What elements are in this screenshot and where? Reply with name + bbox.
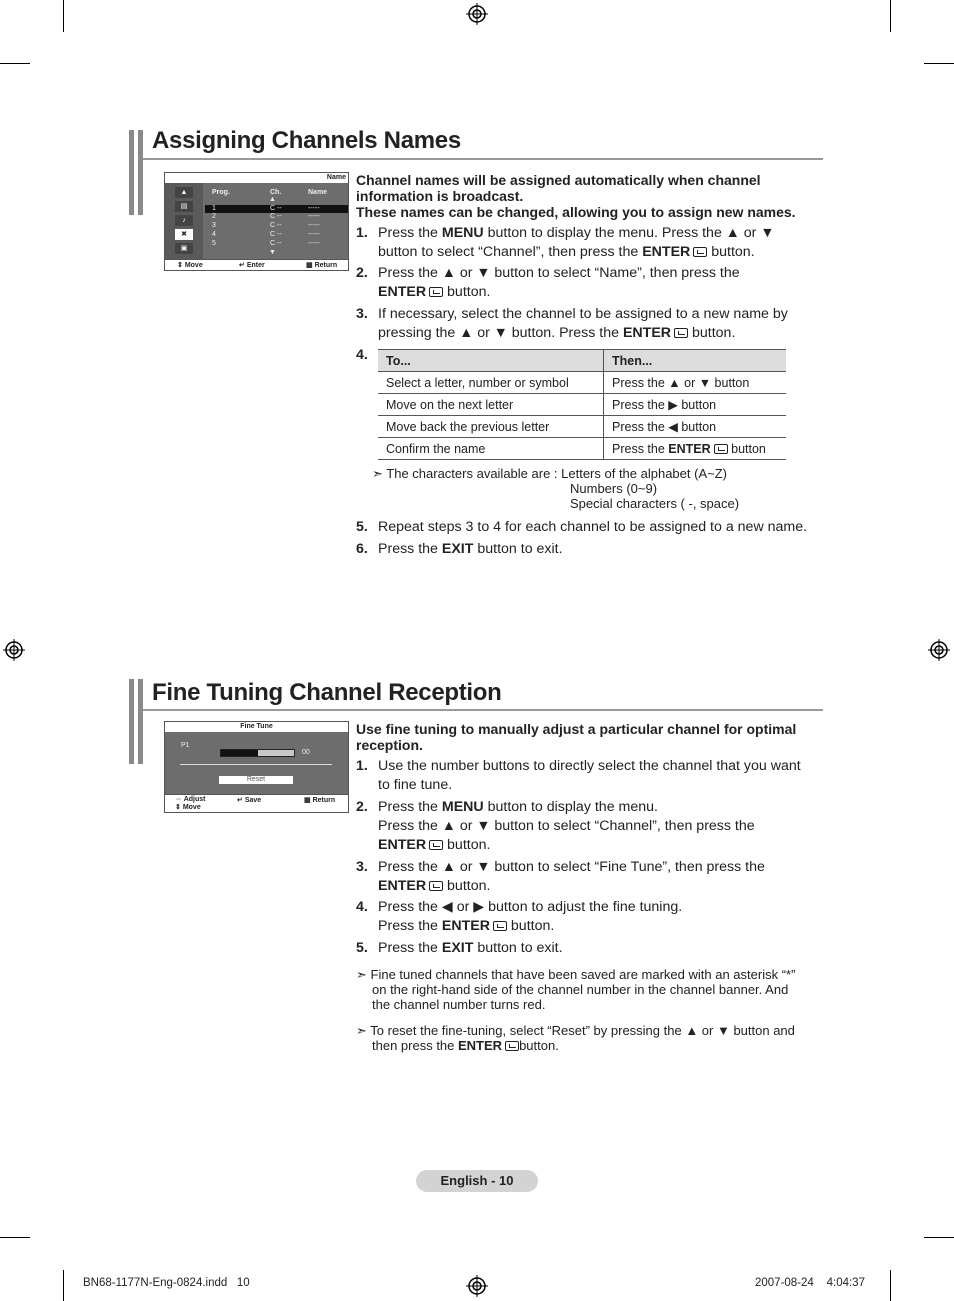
table-header-cell: To... [378,350,604,372]
step-text-part: pressing the ▲ or ▼ button. Press the [378,325,623,341]
move-hint: ⇕ Move [175,804,201,811]
setup-icon: ✖ [175,229,193,240]
enter-icon [429,881,443,891]
move-label: Move [184,262,203,269]
osd-name-screen [164,172,349,271]
registration-mark-icon [3,639,25,661]
table-header [378,350,786,372]
step-text-part: button. [443,837,491,853]
step-text [378,939,563,958]
osd-body [165,732,348,794]
adjust-label: Adjust [183,796,206,803]
section-bar-stripe [134,130,138,215]
osd-row-ch: C -- [270,205,282,212]
osd-row[interactable]: 3 [212,222,216,229]
step-number: 5. [356,940,368,956]
step-number: 1. [356,758,368,774]
enter-key: ENTER [378,878,427,894]
enter-label: Enter [246,262,265,269]
step-number: 3. [356,859,368,875]
intro-line: Use fine tuning to manually adjust a particular channel for optimal [356,721,797,737]
crop-mark [924,63,954,64]
title-rule [143,158,823,160]
step-number: 2. [356,265,368,281]
return-label: Return [312,797,336,804]
osd-row-name: ----- [308,213,320,220]
chars-note: Special characters ( -, space) [570,496,740,511]
step-text [378,798,658,817]
step-text-part: button to exit. [473,940,563,956]
osd-row-name: ----- [308,231,320,238]
enter-icon [693,247,707,257]
enter-key: ENTER [378,284,427,300]
table-row [378,438,786,460]
asterisk-note: the channel number turns red. [372,997,546,1012]
finetune-slider-fill [221,750,258,756]
table-cell [604,438,787,460]
osd-row[interactable]: 2 [212,213,216,220]
finetune-slider[interactable] [220,749,295,757]
enter-key: ENTER [458,1038,503,1053]
col-name: Name [308,189,328,196]
intro-line: information is broadcast. [356,188,524,204]
up-arrow-icon: ▲ [269,196,276,203]
osd-divider [180,764,332,765]
name-edit-table [378,349,786,460]
step-number: 4. [356,347,368,363]
chars-note: ➣ The characters available are : Letters of the alphabet (A~Z) [372,466,727,481]
step-number: 2. [356,799,368,815]
osd-header: Fine Tune [240,723,273,730]
crop-mark [0,63,30,64]
page-number-badge: English - 10 [416,1170,538,1192]
registration-mark-icon [466,3,488,25]
osd-row[interactable]: 1 [212,205,216,212]
intro-line: Channel names will be assigned automatically when channel [356,172,761,188]
step-item [356,224,826,264]
intro-line: reception. [356,737,423,753]
osd-finetune-screen [164,721,349,813]
save-hint: ↵ Save [237,797,262,804]
step-text [378,540,563,559]
step-number: 3. [356,306,368,322]
input-icon: ▣ [175,243,193,254]
step-text-part: Press the [378,541,442,557]
step-text-part: Press the [378,799,442,815]
osd-sidebar [165,183,203,259]
step-text [378,836,490,855]
step-text [378,324,735,343]
crop-mark [924,1237,954,1238]
enter-icon [714,444,728,454]
osd-footer [165,259,348,270]
enter-key: ENTER [378,837,427,853]
slug-file: BN68-1177N-Eng-0824.indd 10 [83,1277,250,1289]
osd-row-ch: C -- [270,231,282,238]
reset-button[interactable]: Reset [219,776,293,784]
enter-key: ENTER [441,918,490,934]
step-item [356,540,826,560]
asterisk-note: on the right-hand side of the channel number in the channel banner. And [372,982,789,997]
exit-key: EXIT [441,541,474,557]
step-text-part: Press the [378,940,442,956]
osd-header: Name [326,174,346,181]
step-number: 6. [356,541,368,557]
step-text-part: button. [443,284,491,300]
step-text [378,877,490,896]
enter-key: ENTER [642,244,691,260]
step-text: Repeat steps 3 to 4 for each channel to be assigned to a new name. [378,519,808,535]
return-hint: ▦ Return [306,262,338,269]
step-number: 1. [356,225,368,241]
step-item [356,939,826,959]
table-cell: Move back the previous letter [378,416,604,438]
crop-mark [890,1270,891,1301]
step-text-part: button to exit. [473,541,563,557]
table-row [378,416,786,438]
step-text: Press the ▲ or ▼ button to select “Name”, then press the [378,265,740,281]
step-text: If necessary, select the channel to be assigned to a new name by [378,306,788,322]
crop-mark [63,0,64,32]
adjust-hint: ⇔ Adjust [175,796,206,803]
enter-key: ENTER [668,441,711,456]
osd-footer [165,794,348,812]
osd-row-name: ----- [308,222,320,229]
antenna-icon: ▲ [175,187,193,198]
step-text [378,224,774,243]
step-text: Use the number buttons to directly select the channel that you want [378,758,801,774]
finetune-value: 00 [302,749,310,756]
step-text-part: button. [506,918,555,934]
osd-row-ch: C -- [270,240,282,247]
table-cell: Press the ◀ button [604,416,787,438]
table-cell-part: Press the [612,441,669,456]
crop-mark [0,1237,30,1238]
step-item [356,264,826,304]
crop-mark [63,1270,64,1301]
table-cell: Press the ▲ or ▼ button [604,372,787,394]
step-text: Press the ▲ or ▼ button to select “Channel”, then press the [378,818,755,834]
menu-key: MENU [441,799,484,815]
col-ch: Ch. [270,189,282,196]
step-number: 4. [356,899,368,915]
reset-note [372,1038,559,1053]
registration-mark-icon [928,639,950,661]
step-item [356,798,826,858]
sound-icon: ♪ [175,215,193,226]
step-text: Press the ▲ or ▼ button to select “Fine Tune”, then press the [378,859,765,875]
osd-row[interactable]: 5 [212,240,216,247]
table-row [378,372,786,394]
prog-number: P1 [181,742,190,749]
table-cell: Move on the next letter [378,394,604,416]
osd-row[interactable]: 4 [212,231,216,238]
reset-note: ➣ To reset the fine-tuning, select “Reset” by pressing the ▲ or ▼ button and [356,1023,795,1038]
enter-icon [429,287,443,297]
table-cell: Select a letter, number or symbol [378,372,604,394]
return-label: Return [314,262,338,269]
save-label: Save [244,797,262,804]
intro-line: These names can be changed, allowing you to assign new names. [356,204,796,220]
return-hint: ▦ Return [304,797,336,804]
asterisk-note: ➣ Fine tuned channels that have been saved are marked with an asterisk “*” [356,967,796,982]
note-part: then press the [372,1038,458,1053]
move-hint: ⇕ Move [177,262,203,269]
step-item [356,898,826,938]
down-arrow-icon: ▼ [269,249,276,256]
table-header-cell: Then... [604,350,787,372]
step-item [356,346,378,366]
step-item [356,757,826,797]
step-text-part: button to display the menu. [483,799,658,815]
step-number: 5. [356,519,368,535]
enter-icon [429,840,443,850]
osd-row-ch: C -- [270,213,282,220]
step-text-part: Press the [378,225,442,241]
move-label: Move [182,804,201,811]
table-row [378,394,786,416]
step-text-part: Press the [378,918,442,934]
step-text: Press the ◀ or ▶ button to adjust the fine tuning. [378,899,683,915]
step-text-part: button to select “Channel”, then press the [378,244,643,260]
crop-mark [890,0,891,32]
slug-date: 2007-08-24 4:04:37 [755,1277,865,1289]
enter-hint: ↵ Enter [239,262,265,269]
col-prog: Prog. [212,189,230,196]
enter-icon [505,1041,519,1051]
registration-mark-icon [466,1275,488,1297]
note-part: button. [519,1038,559,1053]
osd-row-ch: C -- [270,222,282,229]
osd-row-name: ----- [308,240,320,247]
section-title: Fine Tuning Channel Reception [152,679,502,706]
step-item [356,518,826,538]
title-rule [143,709,823,711]
table-cell: Press the ▶ button [604,394,787,416]
section-title: Assigning Channels Names [152,127,461,154]
enter-key: ENTER [622,325,672,341]
step-text: to fine tune. [378,777,453,793]
chars-note: Numbers (0~9) [570,481,658,496]
step-text-part: button to display the menu. Press the ▲ or ▼ [483,225,775,241]
menu-key: MENU [441,225,484,241]
enter-icon [493,921,507,931]
step-item [356,858,826,898]
table-cell-part: button [727,441,766,456]
osd-row-name: ----- [308,205,320,212]
step-text [378,283,490,302]
step-text [378,243,755,262]
picture-icon: ▤ [175,201,193,212]
step-text [378,917,554,936]
step-text-part: button. [688,325,736,341]
section-bar-stripe [134,679,138,764]
enter-icon [674,328,688,338]
step-text-part: button. [707,244,755,260]
step-text-part: button. [443,878,491,894]
step-item [356,305,826,345]
table-cell: Confirm the name [378,438,604,460]
exit-key: EXIT [441,940,474,956]
